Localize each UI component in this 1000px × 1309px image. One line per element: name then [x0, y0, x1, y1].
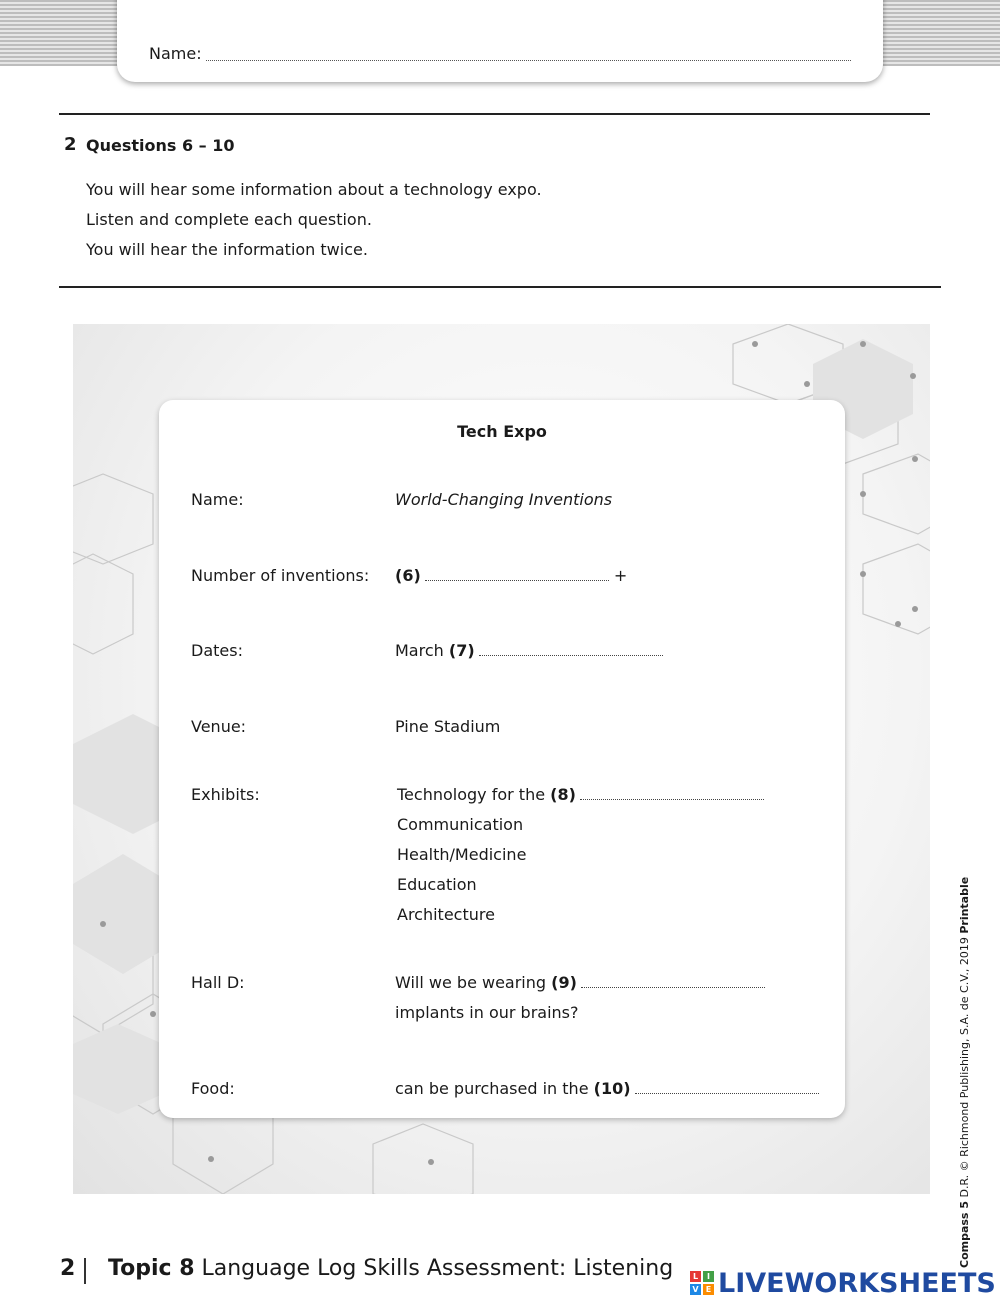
- tech-expo-card: [159, 400, 845, 1118]
- exhibit-item: Education: [397, 875, 477, 894]
- question-10-number: (10): [593, 1079, 631, 1098]
- name-label: Name:: [149, 44, 202, 63]
- exhibit-item: Communication: [397, 815, 524, 834]
- name-row-value: World-Changing Inventions: [395, 490, 613, 509]
- logo-letter: L: [690, 1271, 701, 1282]
- inventions-suffix: +: [613, 566, 628, 585]
- hall-prefix: Will we be wearing: [395, 973, 547, 992]
- logo-grid-icon: [690, 1271, 714, 1295]
- section-title: Questions 6 – 10: [86, 136, 235, 155]
- instruction-line: You will hear the information twice.: [86, 240, 368, 259]
- question-9-number: (9): [551, 973, 577, 992]
- footer-title: [108, 1256, 673, 1281]
- side-printable: Printable: [958, 876, 971, 934]
- exhibit-item: Architecture: [397, 905, 495, 924]
- form-title: Tech Expo: [457, 422, 547, 441]
- answer-10-blank[interactable]: [635, 1081, 819, 1094]
- logo-letter: I: [703, 1271, 714, 1282]
- food-prefix: can be purchased in the: [395, 1079, 589, 1098]
- name-row-label: Name:: [191, 490, 244, 509]
- side-copyright: [958, 877, 971, 1268]
- liveworksheets-logo[interactable]: [690, 1266, 996, 1300]
- venue-row-value: Pine Stadium: [395, 717, 501, 736]
- hall-row-value: [395, 973, 765, 992]
- divider-bottom: [59, 286, 941, 288]
- divider-top: [59, 113, 930, 115]
- inventions-row-value: [395, 566, 627, 585]
- exhibits-prefix: Technology for the: [397, 785, 546, 804]
- top-stripe-left: [0, 0, 117, 66]
- question-8-number: (8): [550, 785, 576, 804]
- exhibits-first-line: [397, 785, 764, 804]
- inventions-row-label: Number of inventions:: [191, 566, 370, 585]
- question-6-number: (6): [395, 566, 421, 585]
- footer-topic: Topic 8: [108, 1256, 195, 1281]
- answer-9-blank[interactable]: [581, 975, 765, 988]
- food-row-label: Food:: [191, 1079, 235, 1098]
- logo-text: LIVEWORKSHEETS: [718, 1267, 996, 1299]
- answer-8-blank[interactable]: [580, 787, 764, 800]
- food-row-value: [395, 1079, 819, 1098]
- side-copyright-text: D.R. © Richmond Publishing, S.A. de C.V., 2019: [958, 937, 971, 1198]
- logo-letter: V: [690, 1284, 701, 1295]
- question-7-number: (7): [448, 641, 475, 660]
- venue-row-label: Venue:: [191, 717, 247, 736]
- name-input-line[interactable]: [206, 50, 851, 61]
- answer-7-blank[interactable]: [479, 643, 663, 656]
- dates-prefix: March: [395, 641, 444, 660]
- dates-row-label: Dates:: [191, 641, 243, 660]
- hall-row-line2: implants in our brains?: [395, 1003, 579, 1022]
- hall-row-label: Hall D:: [191, 973, 245, 992]
- logo-letter: E: [703, 1284, 714, 1295]
- exhibits-row-label: Exhibits:: [191, 785, 260, 804]
- footer-separator: [84, 1258, 86, 1284]
- instruction-line: You will hear some information about a technology expo.: [86, 180, 542, 199]
- dates-row-value: [395, 641, 663, 660]
- instruction-line: Listen and complete each question.: [86, 210, 372, 229]
- page-number: 2: [60, 1256, 76, 1281]
- side-series: Compass 5: [958, 1201, 971, 1268]
- answer-6-blank[interactable]: [425, 568, 609, 581]
- footer-title-text: Language Log Skills Assessment: Listening: [201, 1256, 674, 1281]
- section-number: 2: [64, 134, 77, 155]
- name-card: [117, 0, 883, 82]
- top-stripe-right: [883, 0, 1000, 66]
- exhibit-item: Health/Medicine: [397, 845, 527, 864]
